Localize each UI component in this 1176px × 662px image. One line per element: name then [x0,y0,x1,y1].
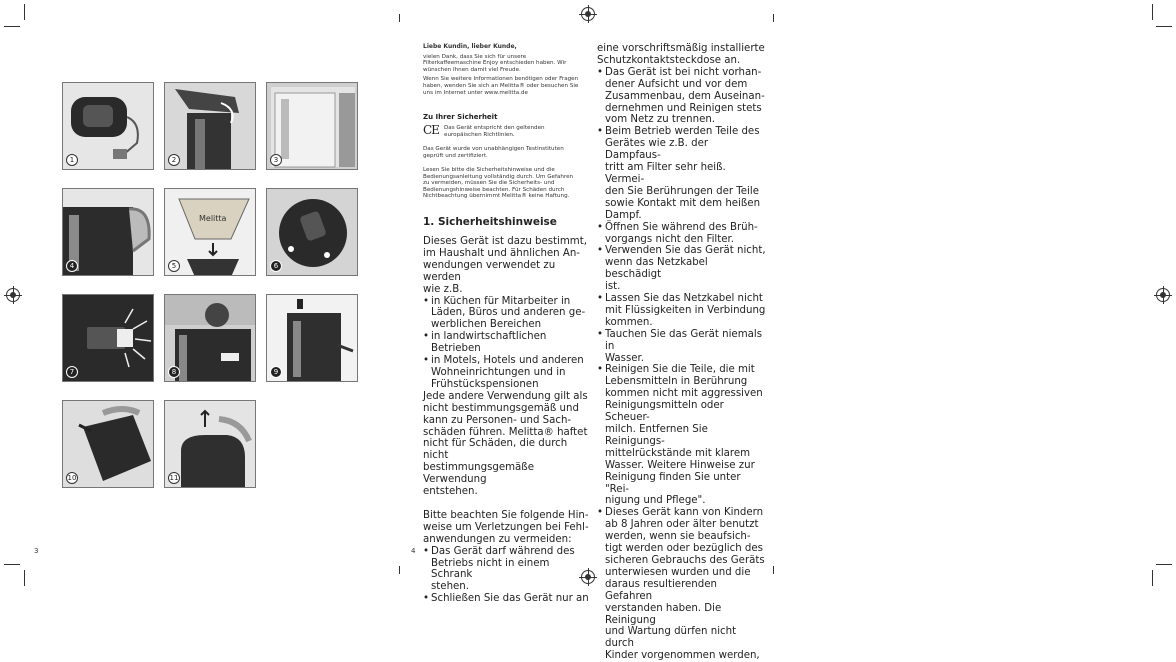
text-line: nicht bestimmungsgemäß und [423,402,579,414]
text-line: • in Küchen für Mitarbeiter in [431,295,571,307]
text-line: im Haushalt und ähnlichen An- [423,247,580,259]
text-line: eine vorschriftsmäßig installierte [597,43,765,54]
registration-mark-icon [581,7,595,21]
figure-4 [62,188,154,276]
text-line: • Öffnen Sie während des Brüh- [605,221,758,233]
intro-info: Wenn Sie weitere Informationen benötigen oder Fragen haben, wenden Sie sich an Melitta® oder besuchen Sie uns im Internet unter www.melitta.de [423,76,579,96]
text-line: • in landwirtschaftlichen Betrieben [431,331,547,355]
bullet-item [423,593,593,605]
figure-11 [164,400,256,488]
text-line: Wohneinrichtungen und in [431,366,566,378]
text-line: • Das Gerät darf während des [431,545,575,557]
text-line: wie z.B. [423,283,463,295]
text-line: bestimmungsgemäße Verwendung [423,462,534,486]
text-line: Betriebs nicht in einem Schrank [431,557,550,581]
figure-1 [62,82,154,170]
bullet-item [597,507,767,662]
crop-mark [1156,564,1172,565]
text-line: Reinigung finden Sie unter "Rei- [605,471,741,495]
page-number-left: 3 [34,547,39,555]
bullet-item [597,222,767,246]
text-line: vom Netz zu trennen. [605,114,716,126]
figure-number: 9 [270,366,282,378]
text-line: sicheren Gebrauchs des Geräts [605,554,765,566]
text-line: nigung und Pflege". [605,495,706,507]
text-line: ab 8 Jahren oder älter benutzt [605,519,759,531]
figure-7 [62,294,154,382]
bullet-item [423,296,593,332]
text-line: dernehmen und Reinigen stets [605,102,762,114]
text-line: Reinigungsmitteln oder Scheuer- [605,400,724,424]
crop-mark [24,570,25,586]
bullet-item [597,329,767,365]
figure-number: 7 [66,366,78,378]
text-line: kann zu Personen- und Sach- [423,414,572,426]
page-number-right: 4 [411,547,416,555]
text-line: milch. Entfernen Sie Reinigungs- [605,424,708,447]
crop-mark [773,14,774,22]
bullet-item [597,293,767,329]
section-heading: 1. Sicherheitshinweise [423,216,557,228]
column3-text [597,43,767,662]
figure-number: 6 [270,260,282,272]
figure-number: 3 [270,154,282,166]
tested-text: Das Gerät wurde von unabhängigen Testinstituten geprüft und zertifiziert. [423,146,564,159]
text-line: kommen. [605,316,653,328]
intro-block [423,44,583,99]
bullet-item [423,355,593,391]
figure-8 [164,294,256,382]
text-line: Wasser. Weitere Hinweise zur [605,459,755,471]
text-line: Dieses Gerät ist dazu bestimmt, [423,236,587,247]
text-line: und Wartung dürfen nicht durch [605,626,737,650]
bullet-item [597,364,767,507]
text-line: weise um Verletzungen bei Fehl- [423,521,589,533]
figure-2 [164,82,256,170]
text-line: vorgangs nicht den Filter. [605,233,734,245]
bullet-item [423,546,593,594]
text-line: mit Flüssigkeiten in Verbindung [605,304,766,316]
figure-number: 11 [169,474,179,482]
registration-mark-icon [1156,288,1170,302]
text-line: verstanden haben. Die Reinigung [605,602,722,626]
figure-10 [62,400,154,488]
figure-number: 5 [168,260,180,272]
text-line: Bitte beachten Sie folgende Hin- [423,509,589,521]
crop-mark [1152,4,1153,20]
bullet-item [597,126,767,221]
figure-9 [266,294,358,382]
text-line: Läden, Büros und anderen ge- [431,307,586,319]
text-line: nicht für Schäden, die durch nicht [423,438,568,462]
text-line: • in Motels, Hotels und anderen [431,355,584,367]
text-line: • Lassen Sie das Netzkabel nicht [605,293,763,305]
text-line: schäden führen. Melitta® haftet [423,426,588,438]
safety-heading: Zu Ihrer Sicherheit [423,113,498,121]
figure-number: 4 [66,260,78,272]
text-line: werden, wenn sie beaufsich- [605,531,751,543]
figure-number: 2 [168,154,180,166]
figure-number: 1 [66,154,78,166]
text-line: • Das Gerät ist bei nicht vorhan- [605,66,762,78]
ce-text: Das Gerät entspricht den geltenden europäischen Richtlinien. [444,125,545,138]
ce-mark-icon: CE [423,123,439,137]
intro-thanks: vielen Dank, dass Sie sich für unsere Filterkaffeemaschine Enjoy entschieden haben. Wir wünschen Ihnen damit viel Freude. [423,53,567,73]
text-line: wendungen verwendet zu werden [423,259,556,283]
crop-mark [4,564,20,565]
bullet-item [597,67,767,127]
section1-text [423,236,593,605]
svg-text:Melitta: Melitta [199,214,227,223]
text-line: Wasser. [605,352,645,364]
greeting: Liebe Kundin, lieber Kunde, [423,43,517,50]
figure-number: 8 [168,366,180,378]
text-line: unterwiesen wurden und die [605,566,751,578]
text-line: Kinder vorgenommen werden, [605,650,760,662]
bullet-item [597,245,767,293]
registration-mark-icon [6,288,20,302]
text-line: Dampf. [605,209,642,221]
text-line: kommen nicht mit aggressiven [605,388,763,400]
text-line: sowie Kontakt mit dem heißen [605,197,761,209]
text-line: • Reinigen Sie die Teile, die mit [605,364,755,376]
crop-mark [1156,26,1172,27]
text-line: Schutzkontaktsteckdose an. [597,54,741,66]
text-line: entstehen. [423,486,478,498]
text-line: tritt am Filter sehr heiß. Vermei- [605,162,726,185]
text-line: Jede andere Verwendung gilt als [423,390,588,402]
figure-number: 10 [67,474,77,482]
text-line: Gerätes wie z.B. der Dampfaus- [605,138,709,162]
text-line: • Dieses Gerät kann von Kindern [605,507,764,519]
crop-mark [399,566,400,574]
text-line: dener Aufsicht und vor dem [605,78,748,90]
crop-mark [24,4,25,20]
crop-mark [399,14,400,22]
text-line: den Sie Berührungen der Teile [605,185,759,197]
text-line: anwendungen zu vermeiden: [423,533,572,545]
text-line: tigt werden oder bezüglich des [605,543,763,555]
figure-5 [164,188,256,276]
text-line: werblichen Bereichen [431,319,542,331]
text-line: stehen. [431,581,469,593]
text-line: • Beim Betrieb werden Teile des [605,126,760,138]
text-line: Lebensmitteln in Berührung [605,376,748,388]
text-line: wenn das Netzkabel beschädigt [605,257,708,281]
crop-mark [1152,570,1153,586]
text-line: daraus resultierenden Gefahren [605,578,717,602]
text-line: mittelrückstände mit klarem [605,447,751,459]
text-line: • Verwenden Sie das Gerät nicht, [605,245,766,257]
text-line: Frühstückspensionen [431,378,539,390]
crop-mark [773,566,774,574]
text-line: • Schließen Sie das Gerät nur an [431,593,589,605]
read-instructions-text: Lesen Sie bitte die Sicherheitshinweise und die Bedienungsanleitung vollständig durch. Um Gefahren zu vermeiden, müssen Sie die Sicherheits- und Bedienungshinweise beachten. Für Schäden durch Nichtbeachtung übernimmt Melitta® keine Haftung. [423,167,574,200]
text-line: ist. [605,281,621,293]
crop-mark [4,26,20,27]
text-line: Zusammenbau, dem Auseinan- [605,90,765,102]
bullet-item [423,331,593,355]
text-line: • Tauchen Sie das Gerät niemals in [605,328,762,352]
figure-3 [266,82,358,170]
figure-6 [266,188,358,276]
